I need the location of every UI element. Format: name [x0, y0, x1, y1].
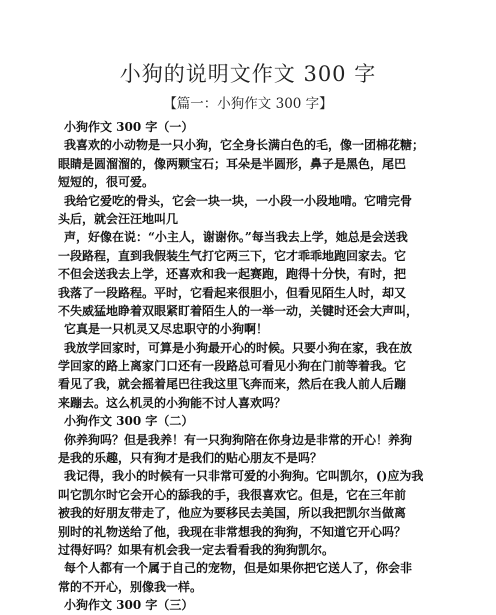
paragraph-line: 学回家的路上离家门口还有一段路总可看见小狗在门前等着我。它 — [58, 359, 407, 374]
paragraph-line: 眼睛是圆溜溜的，像两颗宝石；耳朵是半圆形，鼻子是黑色，尾巴 — [58, 156, 407, 171]
paragraph-line: 它真是一只机灵又尽忠职守的小狗啊！ — [64, 322, 269, 337]
paragraph-line: 一段路程，直到我假装生气打它两三下，它才乖乖地跑回家去。它 — [58, 248, 407, 263]
paragraph-line: 被我的好朋友带走了，他应为要移民去美国，所以我把凯尔当做离 — [58, 506, 407, 521]
paragraph-line: 我喜欢的小动物是一只小狗，它全身长满白色的毛，像一团棉花糖； — [64, 138, 425, 153]
paragraph-line: 头后，就会汪汪地叫几 — [58, 211, 179, 226]
section-heading: 小狗作文 300 字（二） — [64, 414, 194, 429]
paragraph-line: 不但会送我去上学，还喜欢和我一起赛跑，跑得十分快，有时，把 — [58, 267, 407, 282]
paragraph-line: 常的不开心，别像我一样。 — [58, 579, 203, 594]
paragraph-line: 每个人都有一个属于自己的宠物，但是如果你把它送人了，你会非 — [64, 561, 413, 576]
paragraph-line: 看见了我，就会摇着尾巴往我这里飞奔而来，然后在我人前人后蹦 — [58, 377, 407, 392]
paragraph-line: 叫它凯尔时它会开心的舔我的手，我很喜欢它。但是，它在三年前 — [58, 487, 407, 502]
document-subtitle: 【篇一：小狗作文 300 字】 — [163, 96, 333, 112]
document-body — [58, 118, 478, 615]
section-heading: 小狗作文 300 字（一） — [64, 120, 194, 134]
paragraph-line: 过得好吗？如果有机会我一定去看看我的狗狗凯尔。 — [58, 542, 335, 557]
paragraph-line: 我记得，我小的时候有一只非常可爱的小狗狗。它叫凯尔，()应为我 — [64, 469, 424, 484]
paragraph-line: 声，好像在说：“小主人，谢谢你。”每当我去上学，她总是会送我 — [64, 230, 408, 245]
paragraph-line: 我放学回家时，可算是小狗最开心的时候。只要小狗在家，我在放 — [64, 340, 413, 355]
paragraph-line: 你养狗吗？但是我养！有一只狗狗陪在你身边是非常的开心！养狗 — [64, 432, 413, 447]
paragraph-line: 来蹦去。这么机灵的小狗能不讨人喜欢吗？ — [58, 395, 287, 410]
paragraph-line: 我给它爱吃的骨头，它会一块一块，一小段一小段地啃。它啃完骨 — [64, 193, 413, 208]
paragraph-line: 不失威猛地睁着双眼紧盯着陌生人的一举一动，关键时还会大声叫， — [58, 303, 419, 318]
document-title: 小狗的说明文作文 300 字 — [119, 62, 377, 86]
section-heading: 小狗作文 300 字（三） — [64, 598, 194, 613]
paragraph-line: 我落了一段路程。平时，它看起来很胆小，但看见陌生人时，却又 — [58, 285, 407, 300]
paragraph-line: 别时的礼物送给了他，我现在非常想我的狗狗，不知道它开心吗？ — [58, 524, 407, 539]
paragraph-line: 是我的乐趣，只有狗才是我们的贴心朋友不是吗？ — [58, 451, 323, 466]
paragraph-line: 短短的，很可爱。 — [58, 175, 155, 190]
